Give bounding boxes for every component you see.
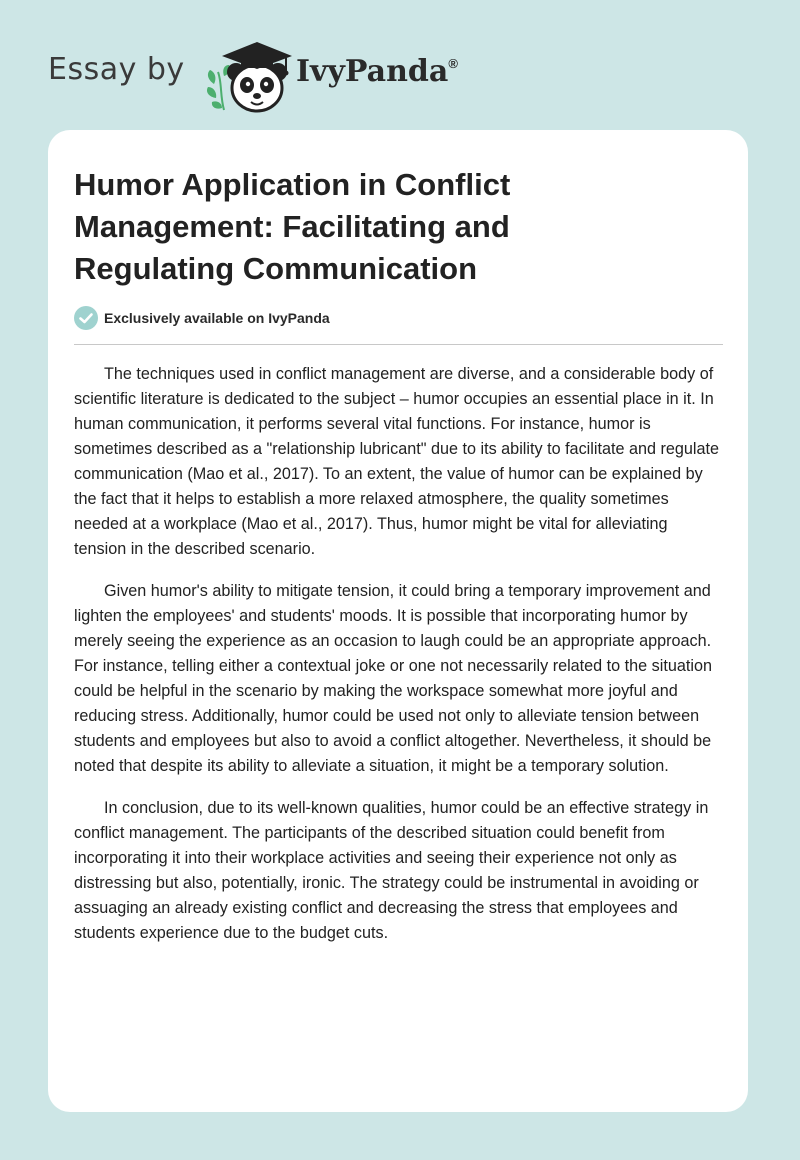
site-header bbox=[48, 36, 548, 116]
paragraph: In conclusion, due to its well-known qualities, humor could be an effective strategy in conflict management. The participants of the described situation could benefit from incorporating it into their workplace activities and seeing their experience not only as distressing but also, potentially, ironic. The strategy could be instrumental in avoiding or assuaging an already existing conflict and decreasing the stress that employees and students experience due to the budget cuts. bbox=[74, 799, 709, 942]
essay-card bbox=[48, 130, 748, 1112]
registered-mark: ® bbox=[448, 56, 458, 71]
paragraph: The techniques used in conflict management are diverse, and a considerable body of scientific literature is dedicated to the subject – humor occupies an essential place in it. In human communication, it performs several vital functions. For instance, humor is sometimes described as a "relationship lubricant" due to its ability to facilitate and regulate communication (Mao et al., 2017). To an extent, the value of humor can be explained by the fact that it helps to establish a more relaxed atmosphere, the quality sometimes needed at a workplace (Mao et al., 2017). Thus, humor might be vital for alleviating tension in the described scenario. bbox=[74, 365, 719, 558]
exclusive-label: Exclusively available on IvyPanda bbox=[104, 310, 330, 326]
page-title: Humor Application in Conflict Management: Facilitating and Regulating Communication bbox=[74, 167, 511, 286]
essay-by-label: Essay by bbox=[48, 52, 185, 87]
exclusive-badge bbox=[74, 306, 330, 330]
essay-body bbox=[74, 362, 724, 963]
brand-name[interactable]: IvyPanda® bbox=[296, 54, 458, 89]
check-circle-icon bbox=[74, 306, 98, 330]
paragraph: Given humor's ability to mitigate tension, it could bring a temporary improvement and lighten the employees' and students' moods. It is possible that incorporating humor by merely seeing the experience as an occasion to laugh could be an appropriate approach. For instance, telling either a contextual joke or one not necessarily related to the situation could be helpful in the scenario by making the workspace somewhat more joyful and reducing stress. Additionally, humor could be used not only to alleviate tension between students and employees but also to avoid a conflict altogether. Nevertheless, it should be noted that despite its ability to alleviate a situation, it might be a temporary solution. bbox=[74, 582, 712, 775]
panda-graduation-cap-icon[interactable] bbox=[200, 36, 296, 116]
divider bbox=[74, 344, 723, 345]
